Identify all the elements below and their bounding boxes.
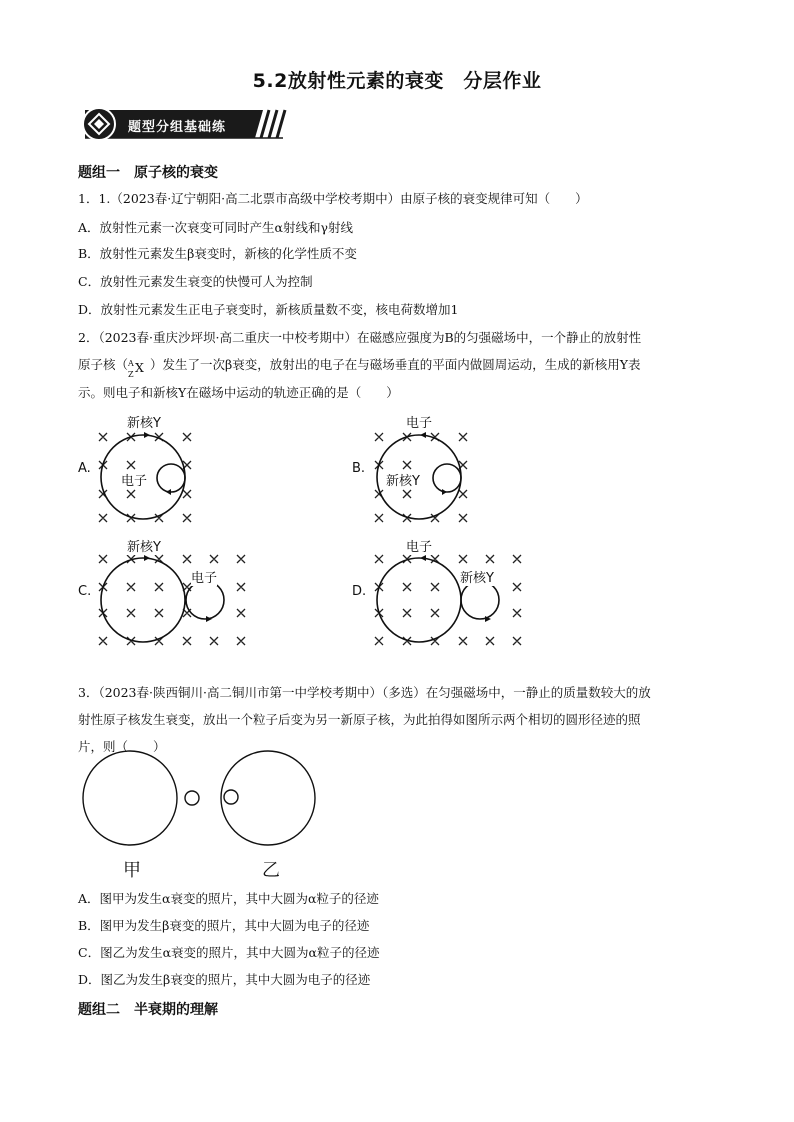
q2-line-1: 2．（2023春·重庆沙坪坝·高二重庆一中校考期中）在磁感应强度为B的匀强磁场中，一个静止的放射性	[78, 330, 642, 345]
small-track	[186, 581, 224, 619]
q3-line-3: 片，则（ ）	[78, 739, 166, 754]
arrow-icon	[206, 616, 212, 622]
q3-line-1: 3．（2023春·陕西铜川·高二铜川市第一中学校考期中）（多选）在匀强磁场中，一静止的质量数较大的放	[78, 685, 651, 700]
figure-yi-large-track	[221, 751, 315, 845]
q3-option-a[interactable]: A．图甲为发生α衰变的照片，其中大圆为α粒子的径迹	[78, 891, 379, 906]
figure-label-jia: 甲	[123, 860, 141, 881]
diagram-d[interactable]	[368, 545, 528, 657]
label-new-nucleus: 新核Y	[460, 567, 494, 586]
group-heading-1: 题组一 原子核的衰变	[78, 165, 218, 181]
arrow-icon	[166, 489, 171, 495]
q3-option-b[interactable]: B．图甲为发生β衰变的照片，其中大圆为电子的径迹	[78, 918, 370, 933]
q1-option-a[interactable]: A．放射性元素一次衰变可同时产生α射线和γ射线	[78, 220, 353, 235]
q2-option-c-label[interactable]: C.	[78, 584, 92, 599]
figure-jia-small-track	[185, 791, 199, 805]
q1-option-b[interactable]: B．放射性元素发生β衰变时，新核的化学性质不变	[78, 246, 357, 261]
figure-label-yi: 乙	[262, 860, 280, 881]
large-track	[377, 558, 461, 642]
label-new-nucleus: 新核Y	[127, 536, 161, 555]
field-crosses	[99, 555, 245, 645]
label-new-nucleus: 新核Y	[386, 470, 420, 489]
q1-option-c[interactable]: C．放射性元素发生衰变的快慢可人为控制	[78, 274, 313, 289]
diagram-c[interactable]	[92, 545, 252, 657]
q2-option-d-label[interactable]: D.	[352, 584, 367, 599]
label-electron: 电子	[121, 470, 147, 489]
figure-jia-large-track	[83, 751, 177, 845]
q2-option-a-label[interactable]: A.	[78, 461, 91, 476]
q1-stem: 1．1.（2023春·辽宁朝阳·高二北票市高级中学校考期中）由原子核的衰变规律可知（ ）	[78, 191, 588, 206]
arrow-icon	[144, 432, 150, 438]
group-heading-2: 题组二 半衰期的理解	[78, 1002, 218, 1018]
q3-option-d[interactable]: D．图乙为发生β衰变的照片，其中大圆为电子的径迹	[78, 972, 371, 987]
arrow-icon	[442, 489, 447, 495]
page-title: 5.2放射性元素的衰变 分层作业	[252, 70, 542, 92]
arrow-icon	[420, 432, 426, 438]
arrow-icon	[144, 555, 150, 561]
q1-option-d[interactable]: D．放射性元素发生正电子衰变时，新核质量数不变，核电荷数增加1	[78, 302, 459, 317]
figure-yi-small-track	[224, 790, 238, 804]
small-track	[461, 581, 499, 619]
q2-line-2: 原子核（ A Z X ）发生了一次β衰变，放射出的电子在与磁场垂直的平面内做圆周运动，生成的新核用Y表	[78, 357, 641, 379]
small-track	[433, 464, 461, 492]
label-electron: 电子	[406, 412, 432, 431]
label-electron: 电子	[191, 567, 217, 586]
q2-line-3: 示。则电子和新核Y在磁场中运动的轨迹正确的是（ ）	[78, 385, 399, 400]
label-new-nucleus: 新核Y	[127, 412, 161, 431]
label-electron: 电子	[406, 536, 432, 555]
diagram-b[interactable]	[368, 420, 478, 532]
banner-label: 题型分组基础练	[128, 120, 227, 135]
q3-figure	[82, 750, 322, 850]
arrow-icon	[420, 555, 426, 561]
small-track	[157, 464, 185, 492]
q3-line-2: 射性原子核发生衰变，放出一个粒子后变为另一新原子核，为此拍得如图所示两个相切的圆形径迹的照	[78, 712, 641, 727]
q2-option-b-label[interactable]: B.	[352, 461, 366, 476]
nuclide-symbol: A Z X	[128, 358, 144, 379]
q3-option-c[interactable]: C．图乙为发生α衰变的照片，其中大圆为α粒子的径迹	[78, 945, 380, 960]
large-track	[101, 558, 185, 642]
